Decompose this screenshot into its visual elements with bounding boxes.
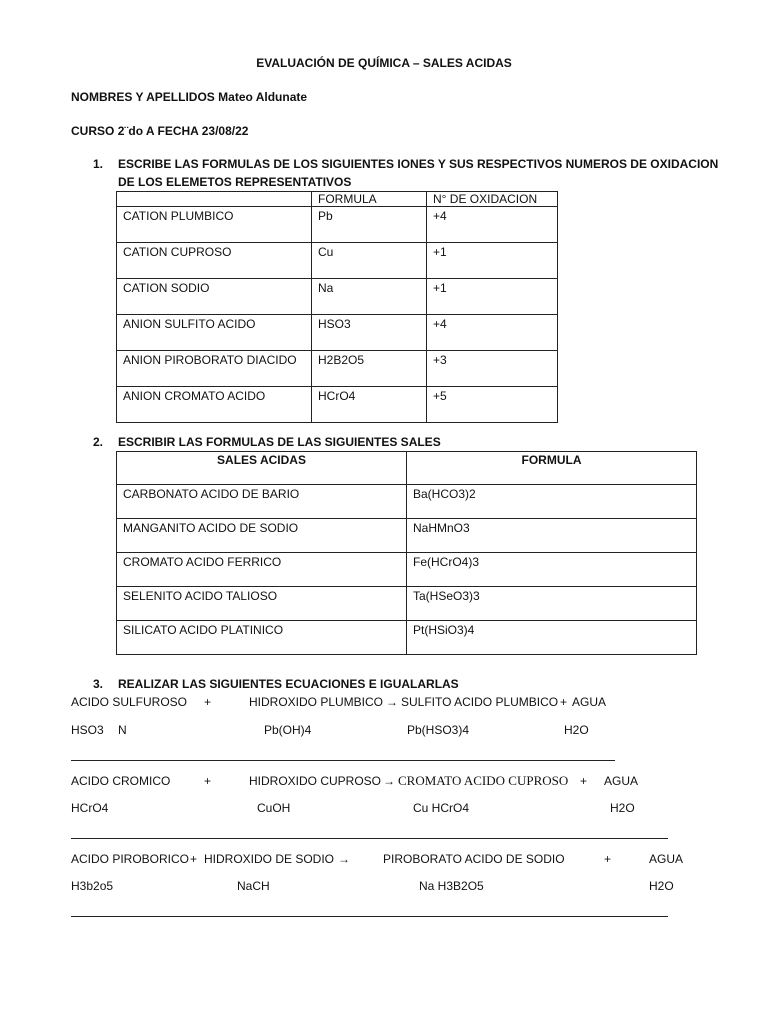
salt-formula: Pt(HSiO3)4 [407, 621, 697, 655]
salt-formula: Ba(HCO3)2 [407, 485, 697, 519]
answer-line [71, 838, 668, 839]
answer-line [71, 916, 668, 917]
eq2-plus-2: + [580, 774, 588, 788]
salt-formula: NaHMnO3 [407, 519, 697, 553]
ion-oxidation: +3 [427, 351, 558, 387]
eq1-reactant-1: ACIDO SULFUROSO [71, 695, 188, 709]
ion-formula: HSO3 [312, 315, 427, 351]
eq2-product-2: AGUA [604, 774, 639, 788]
header-cell-salts: SALES ACIDAS [117, 452, 407, 485]
ion-formula: Pb [312, 207, 427, 243]
eq2-reactant-1: ACIDO CROMICO [71, 774, 171, 788]
eq1-formula-1: HSO3 [71, 723, 104, 737]
eq2-formula-2: CuOH [257, 801, 291, 815]
eq3-arrow-icon: → [338, 852, 350, 866]
eq1-formula-2: Pb(OH)4 [264, 723, 312, 737]
table-row [117, 621, 697, 655]
q1-number: 1. [93, 157, 104, 171]
ion-oxidation: +4 [427, 207, 558, 243]
q1-text-line1: ESCRIBE LAS FORMULAS DE LOS SIGUIENTES IONES Y SUS RESPECTIVOS NUMEROS DE OXIDACION [118, 157, 719, 171]
course-line [71, 124, 248, 138]
eq2-reactant-2: HIDROXIDO CUPROSO [249, 774, 382, 788]
eq1-formula-3: Pb(HSO3)4 [407, 723, 470, 737]
student-line [71, 90, 307, 104]
salt-name: SELENITO ACIDO TALIOSO [117, 587, 407, 621]
q2-number: 2. [93, 435, 104, 449]
eq3-formula-3: Na H3B2O5 [419, 879, 484, 893]
ion-name: ANION CROMATO ACIDO [117, 387, 312, 423]
date-label: FECHA [157, 124, 199, 138]
salt-formula: Fe(HCrO4)3 [407, 553, 697, 587]
eq3-formula-1: H3b2o5 [71, 879, 114, 893]
table-row [117, 207, 558, 243]
ion-oxidation: +1 [427, 243, 558, 279]
eq2-formula-3: Cu HCrO4 [413, 801, 470, 815]
eq1-plus-2: + [560, 695, 568, 709]
eq1-product-2: AGUA [572, 695, 607, 709]
course-label: CURSO [71, 124, 115, 138]
table-row [117, 243, 558, 279]
table-row [117, 587, 697, 621]
page-title: EVALUACIÓN DE QUÍMICA – SALES ACIDAS [256, 56, 512, 70]
table-header-row [117, 192, 558, 207]
course-value: 2¨do A [117, 124, 155, 138]
ion-formula: H2B2O5 [312, 351, 427, 387]
ion-oxidation: +1 [427, 279, 558, 315]
ion-name: CATION CUPROSO [117, 243, 312, 279]
q3-number: 3. [93, 677, 104, 691]
eq2-product-1: CROMATO ACIDO CUPROSO [398, 773, 569, 788]
ions-table [116, 191, 558, 423]
table-header-row [117, 452, 697, 485]
ion-formula: Na [312, 279, 427, 315]
answer-line [71, 760, 615, 761]
table-row [117, 553, 697, 587]
eq2-arrow-icon: → [383, 774, 395, 788]
q2-text: ESCRIBIR LAS FORMULAS DE LAS SIGUIENTES SALES [118, 435, 441, 449]
ion-formula: HCrO4 [312, 387, 427, 423]
ion-name: CATION PLUMBICO [117, 207, 312, 243]
eq1-product-1: SULFITO ACIDO PLUMBICO [401, 695, 559, 709]
eq1-reactant-2: HIDROXIDO PLUMBICO [249, 695, 384, 709]
table-row [117, 351, 558, 387]
eq3-product-2: AGUA [649, 852, 684, 866]
header-cell-formula: FORMULA [407, 452, 697, 485]
header-cell-formula: FORMULA [312, 192, 427, 207]
eq1-plus-1: + [204, 695, 212, 709]
salt-formula: Ta(HSeO3)3 [407, 587, 697, 621]
ion-oxidation: +5 [427, 387, 558, 423]
eq3-plus-1: + [190, 852, 198, 866]
header-cell-empty [117, 192, 312, 207]
salt-name: MANGANITO ACIDO DE SODIO [117, 519, 407, 553]
salt-name: SILICATO ACIDO PLATINICO [117, 621, 407, 655]
student-name: Mateo Aldunate [218, 90, 308, 104]
eq1-formula-4: H2O [564, 723, 589, 737]
eq1-arrow-icon: → [386, 695, 398, 709]
table-row [117, 485, 697, 519]
ion-formula: Cu [312, 243, 427, 279]
eq2-formula-4: H2O [610, 801, 635, 815]
salts-table [116, 451, 697, 655]
eq2-formula-1: HCrO4 [71, 801, 109, 815]
student-label: NOMBRES Y APELLIDOS [71, 90, 215, 104]
table-row [117, 315, 558, 351]
table-row [117, 519, 697, 553]
eq2-plus-1: + [204, 774, 212, 788]
eq3-formula-4: H2O [649, 879, 674, 893]
q1-text-line2: DE LOS ELEMETOS REPRESENTATIVOS [118, 175, 352, 189]
salt-name: CROMATO ACIDO FERRICO [117, 553, 407, 587]
date-value: 23/08/22 [201, 124, 249, 138]
ion-name: ANION SULFITO ACIDO [117, 315, 312, 351]
ion-oxidation: +4 [427, 315, 558, 351]
salt-name: CARBONATO ACIDO DE BARIO [117, 485, 407, 519]
eq3-formula-2: NaCH [237, 879, 270, 893]
eq3-reactant-2: HIDROXIDO DE SODIO [204, 852, 335, 866]
ion-name: ANION PIROBORATO DIACIDO [117, 351, 312, 387]
table-row [117, 279, 558, 315]
eq3-product-1: PIROBORATO ACIDO DE SODIO [383, 852, 565, 866]
ion-name: CATION SODIO [117, 279, 312, 315]
header-cell-oxidation: N° DE OXIDACION [427, 192, 558, 207]
eq3-plus-2: + [604, 852, 612, 866]
eq3-reactant-1: ACIDO PIROBORICO [71, 852, 190, 866]
table-row [117, 387, 558, 423]
eq1-formula-1b: N [118, 723, 127, 737]
q3-text: REALIZAR LAS SIGUIENTES ECUACIONES E IGUALARLAS [118, 677, 459, 691]
